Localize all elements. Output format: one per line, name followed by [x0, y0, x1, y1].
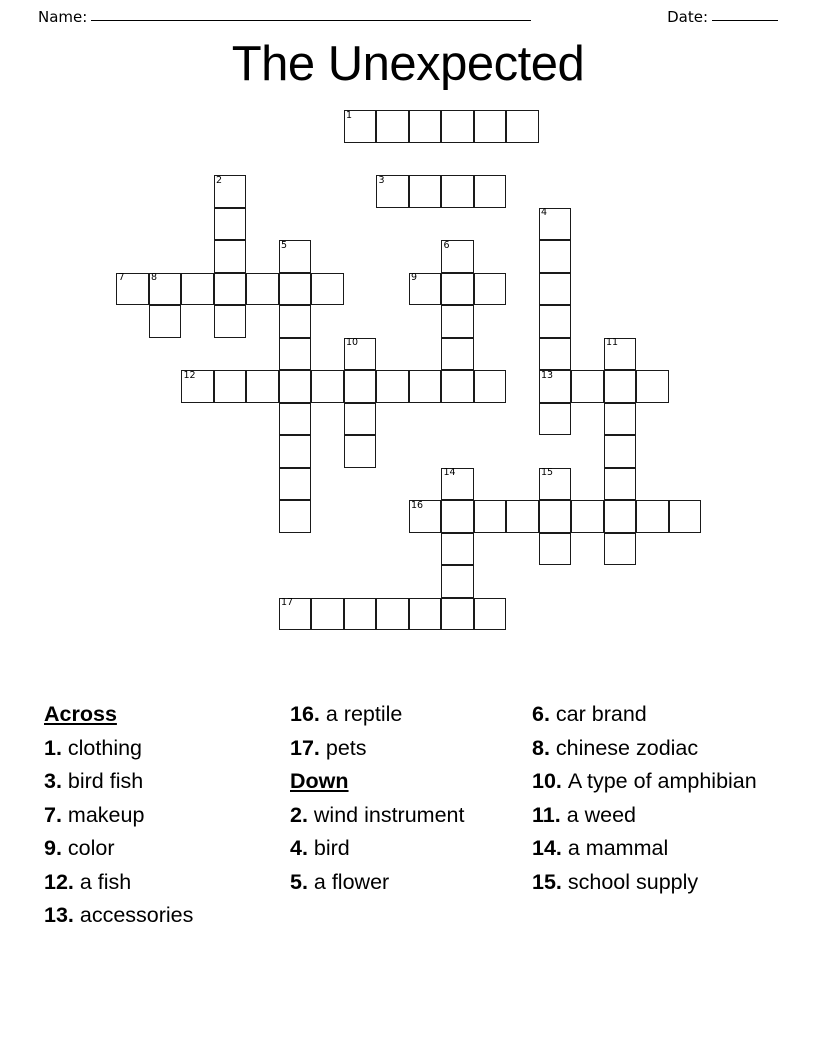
grid-cell[interactable]	[344, 435, 377, 468]
cell-number-4: 4	[541, 207, 548, 218]
clue-down-15	[532, 866, 776, 900]
clue-down-8	[532, 732, 776, 766]
clue-number: 16.	[290, 702, 326, 726]
clue-across-17	[290, 732, 524, 766]
clue-number: 6.	[532, 702, 556, 726]
across-heading: Across	[44, 702, 117, 726]
name-label: Name:	[38, 8, 88, 26]
grid-cell[interactable]	[604, 403, 637, 436]
clue-text: A type of amphibian	[567, 769, 757, 794]
cell-number-11: 11	[606, 337, 619, 348]
grid-cell[interactable]	[344, 403, 377, 436]
date-label: Date:	[667, 8, 708, 26]
grid-cell-start-10[interactable]	[344, 338, 377, 371]
grid-cell-start-14[interactable]	[441, 468, 474, 501]
clue-across-16	[290, 698, 524, 732]
clue-across-9	[44, 832, 282, 866]
clue-down-2	[290, 799, 524, 833]
clue-down-5	[290, 866, 524, 900]
cell-number-1: 1	[346, 109, 353, 121]
clue-down-10	[532, 765, 776, 799]
clue-across-13	[44, 899, 282, 933]
clue-text: pets	[325, 735, 367, 760]
clue-across-7	[44, 799, 282, 833]
grid-cell[interactable]	[409, 370, 442, 403]
grid-cell[interactable]	[246, 273, 279, 306]
clue-number: 2.	[290, 802, 314, 827]
grid-cell[interactable]	[214, 370, 247, 403]
page-title: The Unexpected	[231, 37, 585, 91]
grid-cell[interactable]	[279, 273, 312, 306]
grid-cell[interactable]	[279, 403, 312, 436]
grid-cell[interactable]	[344, 370, 377, 403]
cell-number-17: 17	[281, 597, 294, 608]
grid-cell[interactable]	[214, 305, 247, 338]
clue-text: accessories	[79, 903, 194, 928]
grid-cell[interactable]	[279, 435, 312, 468]
grid-cell[interactable]	[506, 110, 539, 143]
clue-down-11	[532, 799, 776, 833]
cell-number-6: 6	[443, 239, 450, 251]
grid-cell[interactable]	[214, 208, 247, 241]
grid-cell-start-2[interactable]	[214, 175, 247, 208]
grid-cell[interactable]	[539, 500, 572, 533]
grid-cell[interactable]	[604, 500, 637, 533]
grid-cell[interactable]	[604, 468, 637, 501]
clue-number: 7.	[44, 802, 68, 827]
grid-cell-start-17[interactable]	[279, 598, 312, 631]
grid-cell[interactable]	[539, 533, 572, 566]
grid-cell[interactable]	[604, 533, 637, 566]
grid-cell[interactable]	[344, 598, 377, 631]
grid-cell[interactable]	[474, 598, 507, 631]
grid-cell-start-6[interactable]	[441, 240, 474, 273]
cell-number-7: 7	[118, 272, 125, 283]
grid-cell[interactable]	[441, 565, 474, 598]
grid-cell[interactable]	[409, 175, 442, 208]
clue-text: color	[67, 836, 115, 861]
grid-cell[interactable]	[571, 500, 604, 533]
clue-text: car brand	[555, 702, 647, 726]
grid-cell[interactable]	[311, 370, 344, 403]
clue-down-6	[532, 698, 776, 732]
cell-number-10: 10	[346, 337, 359, 348]
grid-cell[interactable]	[539, 240, 572, 273]
clue-text: a reptile	[325, 702, 403, 726]
clue-across-1	[44, 732, 282, 766]
grid-cell[interactable]	[149, 305, 182, 338]
grid-cell[interactable]	[279, 468, 312, 501]
grid-cell[interactable]	[214, 240, 247, 273]
grid-cell[interactable]	[441, 500, 474, 533]
grid-cell[interactable]	[604, 370, 637, 403]
clue-number: 13.	[44, 903, 80, 928]
clue-text: bird	[313, 836, 350, 861]
grid-cell[interactable]	[539, 305, 572, 338]
clue-text: a mammal	[567, 836, 669, 861]
grid-cell[interactable]	[571, 370, 604, 403]
cell-number-16: 16	[411, 499, 424, 511]
grid-cell-start-15[interactable]	[539, 468, 572, 501]
grid-cell[interactable]	[181, 273, 214, 306]
clue-column-2	[290, 698, 532, 933]
grid-cell[interactable]	[376, 110, 409, 143]
grid-cell[interactable]	[279, 305, 312, 338]
grid-cell[interactable]	[441, 305, 474, 338]
clue-number: 14.	[532, 836, 568, 861]
grid-cell[interactable]	[409, 110, 442, 143]
grid-cell[interactable]	[441, 370, 474, 403]
grid-cell-start-1[interactable]	[344, 110, 377, 143]
clue-list	[44, 698, 784, 933]
grid-cell[interactable]	[441, 598, 474, 631]
clue-number: 5.	[290, 869, 314, 894]
grid-cell[interactable]	[669, 500, 702, 533]
clue-text: chinese zodiac	[555, 735, 699, 760]
grid-cell-start-4[interactable]	[539, 208, 572, 241]
clue-column-3	[532, 698, 784, 933]
clue-text: makeup	[67, 802, 145, 827]
grid-cell-start-11[interactable]	[604, 338, 637, 371]
grid-cell[interactable]	[214, 273, 247, 306]
grid-cell-start-3[interactable]	[376, 175, 409, 208]
grid-cell[interactable]	[474, 110, 507, 143]
clue-number: 15.	[532, 869, 568, 894]
clue-across-12	[44, 866, 282, 900]
grid-cell[interactable]	[311, 598, 344, 631]
grid-cell[interactable]	[279, 500, 312, 533]
grid-cell[interactable]	[474, 500, 507, 533]
clue-text: school supply	[567, 869, 699, 894]
clue-number: 11.	[532, 802, 567, 827]
grid-cell[interactable]	[441, 110, 474, 143]
grid-cell-start-7[interactable]	[116, 273, 149, 306]
cell-number-2: 2	[216, 174, 223, 186]
cell-number-3: 3	[378, 174, 385, 186]
cell-number-13: 13	[541, 369, 554, 381]
clue-number: 4.	[290, 836, 314, 861]
clue-number: 3.	[44, 769, 68, 794]
grid-cell[interactable]	[474, 273, 507, 306]
grid-cell[interactable]	[246, 370, 279, 403]
clue-number: 1.	[44, 735, 68, 760]
cell-number-14: 14	[443, 467, 456, 478]
clue-column-1	[44, 698, 290, 933]
clue-text: clothing	[67, 735, 143, 760]
clue-text: a fish	[79, 869, 132, 894]
grid-cell[interactable]	[376, 370, 409, 403]
grid-cell[interactable]	[441, 273, 474, 306]
grid-cell[interactable]	[636, 370, 669, 403]
grid-cell[interactable]	[279, 338, 312, 371]
grid-cell[interactable]	[279, 370, 312, 403]
grid-cell[interactable]	[539, 403, 572, 436]
grid-cell-start-5[interactable]	[279, 240, 312, 273]
grid-cell[interactable]	[441, 533, 474, 566]
clue-text: wind instrument	[313, 802, 465, 827]
grid-cell[interactable]	[604, 435, 637, 468]
grid-cell-start-12[interactable]	[181, 370, 214, 403]
cell-number-5: 5	[281, 239, 288, 251]
grid-cell[interactable]	[539, 273, 572, 306]
grid-cell[interactable]	[311, 273, 344, 306]
grid-cell[interactable]	[539, 338, 572, 371]
clue-number: 12.	[44, 869, 80, 894]
grid-cell-start-13[interactable]	[539, 370, 572, 403]
grid-cell[interactable]	[506, 500, 539, 533]
grid-cell[interactable]	[474, 175, 507, 208]
clue-number: 10.	[532, 769, 568, 794]
grid-cell[interactable]	[376, 598, 409, 631]
clue-down-4	[290, 832, 524, 866]
grid-cell-start-16[interactable]	[409, 500, 442, 533]
down-heading: Down	[290, 769, 349, 794]
grid-cell[interactable]	[636, 500, 669, 533]
grid-cell-start-9[interactable]	[409, 273, 442, 306]
clue-number: 17.	[290, 735, 326, 760]
cell-number-15: 15	[541, 467, 554, 478]
cell-number-8: 8	[151, 272, 158, 283]
clue-across-3	[44, 765, 282, 799]
grid-cell[interactable]	[409, 598, 442, 631]
cell-number-9: 9	[411, 272, 418, 283]
clue-text: bird fish	[67, 769, 144, 794]
clue-down-14	[532, 832, 776, 866]
grid-cell-start-8[interactable]	[149, 273, 182, 306]
clue-number: 8.	[532, 735, 556, 760]
clue-number: 9.	[44, 836, 68, 861]
grid-cell[interactable]	[441, 338, 474, 371]
grid-cell[interactable]	[441, 175, 474, 208]
grid-cell[interactable]	[474, 370, 507, 403]
cell-number-12: 12	[183, 369, 196, 381]
clue-text: a weed	[566, 802, 637, 827]
clue-text: a flower	[313, 869, 390, 894]
